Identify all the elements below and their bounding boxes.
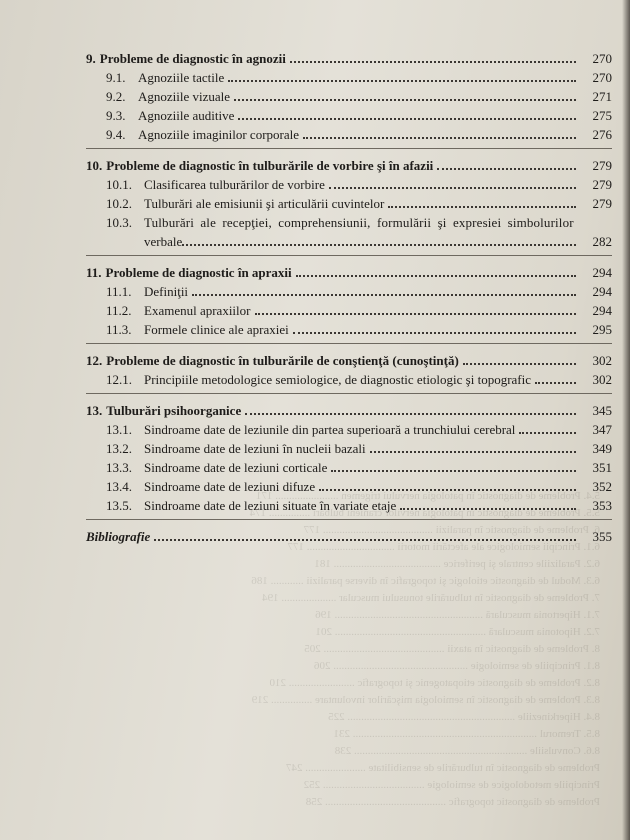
toc-item <box>86 457 612 476</box>
section-divider <box>86 250 612 262</box>
page-number: 282 <box>592 234 612 249</box>
item-number: 10.1. <box>106 177 132 192</box>
toc-item <box>86 281 612 300</box>
toc-chapter-13 <box>86 400 612 419</box>
toc-item <box>86 86 612 105</box>
page-number: 270 <box>592 51 612 66</box>
item-number: 11.3. <box>106 322 132 337</box>
page-number: 352 <box>592 479 612 494</box>
item-number: 10.3. <box>106 215 132 230</box>
toc-item <box>86 495 612 514</box>
item-title: Examenul apraxiilor <box>144 303 251 318</box>
chapter-number: 11. <box>86 265 102 280</box>
page-edge-shadow <box>622 0 630 840</box>
item-title: Agnoziile vizuale <box>138 89 231 104</box>
item-number: 13.2. <box>106 441 132 456</box>
page-number: 294 <box>592 284 612 299</box>
table-of-contents <box>86 48 612 545</box>
leader-dots <box>228 80 576 82</box>
item-title: Sindroame date de leziuni situate în variate etaje <box>144 498 397 513</box>
page-number: 271 <box>592 89 612 104</box>
chapter-title: Probleme de diagnostic în agnozii <box>99 51 286 66</box>
leader-dots <box>331 470 576 472</box>
toc-item <box>86 212 612 250</box>
toc-item <box>86 419 612 438</box>
chapter-number: 10. <box>86 158 103 173</box>
toc-chapter-10 <box>86 155 612 174</box>
leader-dots <box>290 61 576 63</box>
leader-dots <box>535 382 576 384</box>
leader-dots <box>400 508 576 510</box>
toc-bibliography <box>86 526 612 545</box>
toc-item <box>86 193 612 212</box>
leader-dots <box>388 206 576 208</box>
item-title: Agnoziile tactile <box>138 70 225 85</box>
leader-dots <box>245 413 576 415</box>
toc-item <box>86 476 612 495</box>
page-number: 294 <box>592 265 612 280</box>
section-divider <box>86 514 612 526</box>
page-number: 349 <box>592 441 612 456</box>
leader-dots <box>238 118 576 120</box>
item-title: Agnoziile auditive <box>138 108 235 123</box>
item-number: 11.2. <box>106 303 132 318</box>
toc-item <box>86 438 612 457</box>
page-number: 345 <box>592 403 612 418</box>
page-number: 302 <box>592 372 612 387</box>
leader-dots <box>234 99 576 101</box>
item-number: 9.3. <box>106 108 126 123</box>
item-title: Agnoziile imaginilor corporale <box>138 127 300 142</box>
item-number: 9.1. <box>106 70 126 85</box>
page-number: 347 <box>592 422 612 437</box>
toc-item <box>86 124 612 143</box>
item-number: 12.1. <box>106 372 132 387</box>
bibliography-title: Bibliografie <box>86 529 151 544</box>
item-title: Principiile metodologice semiologice, de diagnostic etiologic şi topografic <box>144 372 532 387</box>
section-divider <box>86 338 612 350</box>
leader-dots <box>154 539 576 541</box>
item-number: 13.1. <box>106 422 132 437</box>
page-number: 351 <box>592 460 612 475</box>
item-title: Tulburări ale emisiunii şi articulării cuvintelor <box>144 196 385 211</box>
item-number: 13.5. <box>106 498 132 513</box>
page-number: 276 <box>592 127 612 142</box>
leader-dots <box>329 187 576 189</box>
leader-dots <box>303 137 576 139</box>
chapter-title: Tulburări psihoorganice <box>106 403 242 418</box>
item-title-line2: verbale <box>144 234 183 249</box>
toc-chapter-9 <box>86 48 612 67</box>
toc-item <box>86 300 612 319</box>
bleed-through-text: 5.4. Probleme de diagnostic în patologia nervului trigemen ....................... 171 5.5. Probleme de diagnostic în patologia nervilor cranieni bulbari ............... 174 6. Probleme de diagnostic în paralizii ........................................ 177 6.1. Principii semiologice ale afectării motorii ................................ 177 6.2. Paraliziile centrale şi periferice ....................................... 181 6.3. Modul de diagnostic etiologic şi topografic în diverse paralizii ............ 186 7. Probleme de diagnostic în tulburările tonusului muscular .................... 194 7.1. Hipertonia musculară ...................................................... 196 7.2. Hipotonia musculară ....................................................... 201 8. Probleme de diagnostic în ataxii ............................................ 205 8.1. Principiile de semiologie ................................................. 206 8.2. Probleme de diagnostic etiopatogenic şi topografic ........................ 210 8.3. Probleme de diagnostic în semiologia mişcărilor involuntare ............... 219 8.4. Hiperkineziile ............................................................. 225 8.5. Tremorul ................................................................... 231 8.6. Convulsiile ............................................................... 238 Probleme de diagnostic în tulburările de sensibilitate ...................... 247 Principiile metodologice de semiologie ..................................... 252 Probleme de diagnostic topografic ............................................ 258 <box>249 490 600 808</box>
page-number: 353 <box>592 498 612 513</box>
leader-dots <box>255 313 577 315</box>
leader-dots <box>519 432 576 434</box>
leader-dots <box>296 275 576 277</box>
item-number: 13.4. <box>106 479 132 494</box>
toc-item <box>86 174 612 193</box>
leader-dots <box>437 168 576 170</box>
item-number: 10.2. <box>106 196 132 211</box>
page-number: 302 <box>592 353 612 368</box>
page-number: 279 <box>592 158 612 173</box>
item-title: Formele clinice ale apraxiei <box>144 322 289 337</box>
page-number: 355 <box>592 529 612 544</box>
page-number: 279 <box>592 196 612 211</box>
toc-item <box>86 105 612 124</box>
leader-dots <box>319 489 576 491</box>
page-number: 295 <box>592 322 612 337</box>
item-number: 11.1. <box>106 284 132 299</box>
leader-dots <box>192 294 576 296</box>
section-divider <box>86 143 612 155</box>
chapter-number: 13. <box>86 403 103 418</box>
chapter-title: Probleme de diagnostic în tulburările de conştienţă (cunoştinţă) <box>106 353 459 368</box>
toc-item <box>86 369 612 388</box>
toc-item <box>86 67 612 86</box>
chapter-number: 12. <box>86 353 103 368</box>
chapter-title: Probleme de diagnostic în apraxii <box>105 265 292 280</box>
item-title: Sindroame date de leziuni în nucleii bazali <box>144 441 366 456</box>
chapter-number: 9. <box>86 51 96 66</box>
item-title: Definiţii <box>144 284 189 299</box>
leader-dots <box>463 363 576 365</box>
section-divider <box>86 388 612 400</box>
page-number: 270 <box>592 70 612 85</box>
item-title: Sindroame date de leziuni corticale <box>144 460 328 475</box>
leader-dots <box>293 332 576 334</box>
toc-chapter-11 <box>86 262 612 281</box>
item-number: 9.4. <box>106 127 126 142</box>
chapter-title: Probleme de diagnostic în tulburările de vorbire şi în afazii <box>106 158 434 173</box>
item-title: Clasificarea tulburărilor de vorbire <box>144 177 325 192</box>
page-number: 275 <box>592 108 612 123</box>
page-number: 294 <box>592 303 612 318</box>
leader-dots <box>182 244 576 246</box>
item-number: 13.3. <box>106 460 132 475</box>
item-title: Sindroame date de leziuni difuze <box>144 479 316 494</box>
item-title-line1: Tulburări ale recepţiei, comprehensiunii, formulării şi expresiei simbolurilor <box>144 215 574 230</box>
page-number: 279 <box>592 177 612 192</box>
item-number: 9.2. <box>106 89 126 104</box>
toc-item <box>86 319 612 338</box>
toc-chapter-12 <box>86 350 612 369</box>
item-title: Sindroame date de leziunile din partea superioară a trunchiului cerebral <box>144 422 516 437</box>
leader-dots <box>370 451 576 453</box>
